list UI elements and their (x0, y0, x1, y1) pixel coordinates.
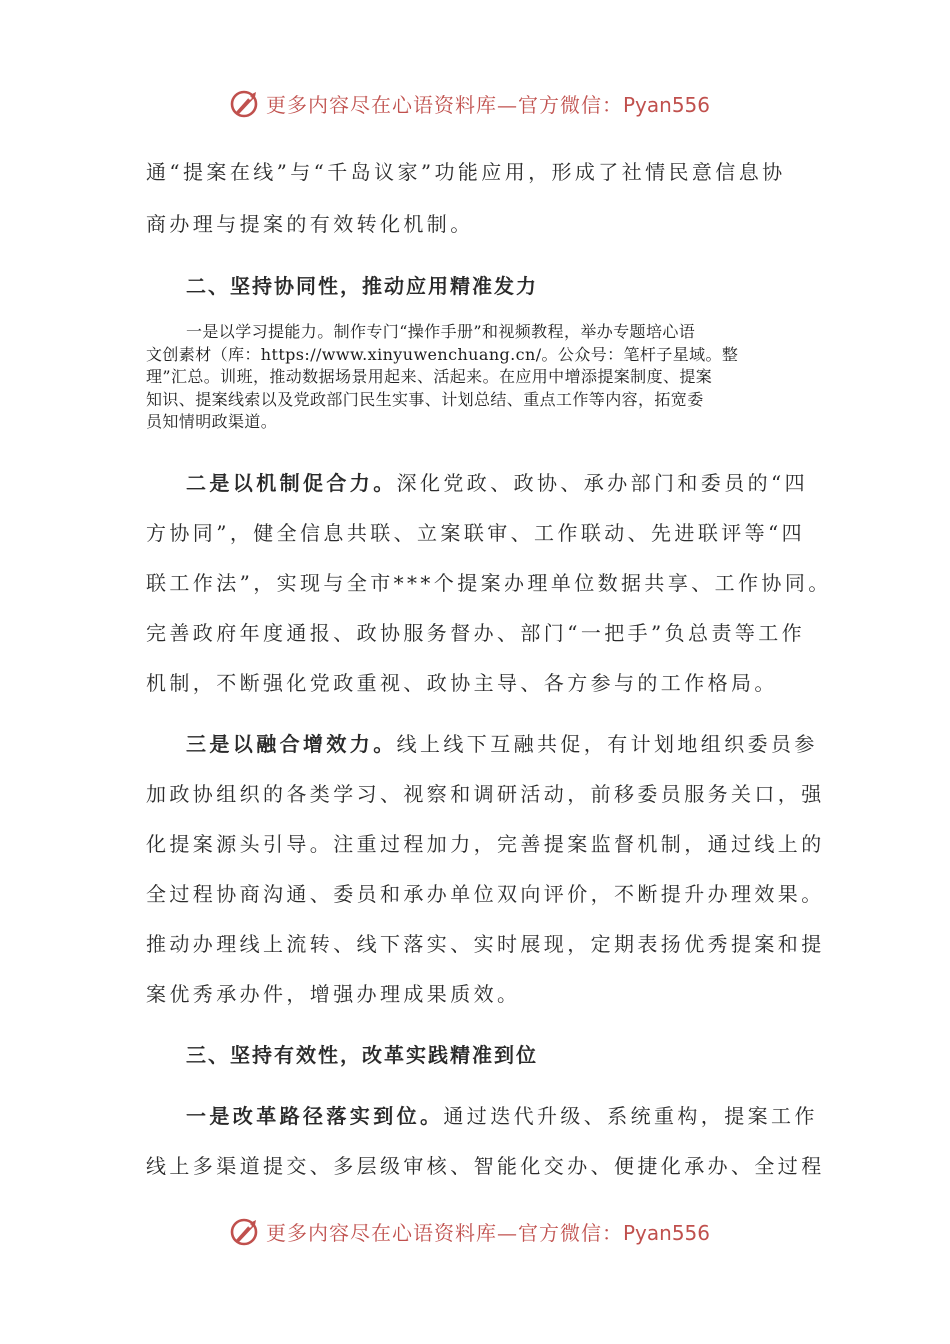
paragraph-lead: 三是以融合增效力。 (186, 732, 397, 756)
text-line: 线上多渠道提交、多层级审核、智能化交办、便捷化承办、全过程 (146, 1154, 825, 1178)
dense-paragraph (146, 321, 806, 434)
text-line: 文创素材（库：https://www.xinyuwenchuang.cn/。公众号：笔杆子星域。整 (146, 344, 739, 364)
text-line: 一是以学习提能力。制作专门“操作手册”和视频教程，举办专题培心语 (186, 322, 696, 341)
text-line: 通“提案在线”与“千岛议家”功能应用，形成了社情民意信息协 (146, 160, 786, 184)
text-line: 完善政府年度通报、政协服务督办、部门“一把手”负总责等工作 (146, 621, 806, 645)
section-heading: 二、坚持协同性，推动应用精准发力 (186, 274, 538, 298)
section-heading: 三、坚持有效性，改革实践精准到位 (186, 1043, 538, 1067)
text-line: 案优秀承办件，增强办理成果质效。 (146, 982, 521, 1006)
text-line: 化提案源头引导。注重过程加力，完善提案监督机制，通过线上的 (146, 832, 825, 856)
text-line: 知识、提案线索以及党政部门民生实事、计划总结、重点工作等内容，拓宽委 (146, 389, 704, 409)
header-watermark-banner (228, 86, 728, 120)
paragraph-lead-line: 一是改革路径落实到位。通过迭代升级、系统重构，提案工作 (186, 1104, 818, 1128)
footer-watermark-banner (228, 1214, 728, 1248)
paragraph-lead: 二是以机制促合力。 (186, 471, 397, 495)
text-line: 方协同”，健全信息共联、立案联审、工作联动、先进联评等“四 (146, 521, 806, 545)
text-line: 商办理与提案的有效转化机制。 (146, 212, 474, 236)
text-line: 机制，不断强化党政重视、政协主导、各方参与的工作格局。 (146, 671, 778, 695)
text-line: 理”汇总。训班，推动数据场景用起来、活起来。在应用中增添提案制度、提案 (146, 367, 713, 386)
footer-watermark-text: 更多内容尽在心语资料库—官方微信：Pyan556 (266, 1220, 711, 1245)
pen-nib-seal-icon (228, 1214, 262, 1248)
paragraph-lead: 一是改革路径落实到位。 (186, 1104, 444, 1128)
text-line: 推动办理线上流转、线下落实、实时展现，定期表扬优秀提案和提 (146, 932, 825, 956)
text-line: 加政协组织的各类学习、视察和调研活动，前移委员服务关口，强 (146, 782, 825, 806)
paragraph-lead-line: 三是以融合增效力。线上线下互融共促，有计划地组织委员参 (186, 732, 818, 756)
text-line: 全过程协商沟通、委员和承办单位双向评价，不断提升办理效果。 (146, 882, 825, 906)
pen-nib-seal-icon (228, 86, 262, 120)
text-line: 联工作法”，实现与全市***个提案办理单位数据共享、工作协同。 (146, 571, 832, 595)
text-line: 员知情明政渠道。 (146, 412, 278, 431)
paragraph-lead-line: 二是以机制促合力。深化党政、政协、承办部门和委员的“四 (186, 471, 809, 495)
header-watermark-text: 更多内容尽在心语资料库—官方微信：Pyan556 (266, 92, 711, 117)
